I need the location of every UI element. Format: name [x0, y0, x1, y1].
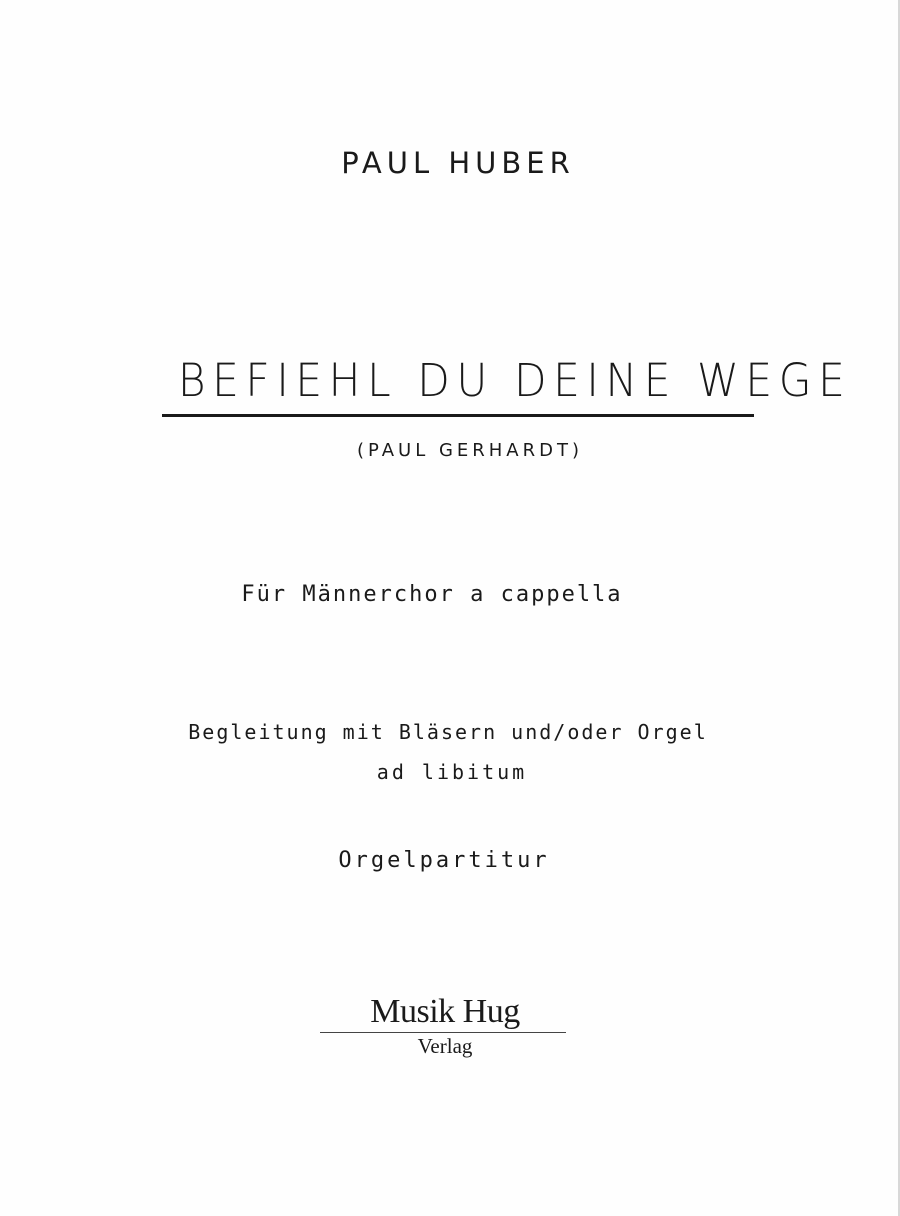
- work-title: BEFIEHL DU DEINE WEGE: [177, 354, 852, 407]
- poet-credit: (PAUL GERHARDT): [356, 440, 584, 461]
- voicing-line: Für Männerchor a cappella: [241, 582, 623, 607]
- accompaniment-line-1: Begleitung mit Bläsern und/oder Orgel: [188, 720, 708, 744]
- publisher-imprint: [320, 994, 566, 1059]
- edition-type: Orgelpartitur: [338, 848, 550, 873]
- publisher-name: Musik Hug: [370, 993, 520, 1030]
- composer-name: PAUL HUBER: [341, 146, 575, 180]
- publisher-subtitle: Verlag: [417, 1034, 473, 1058]
- title-underline: [162, 414, 754, 417]
- title-block: [160, 354, 852, 407]
- accompaniment-line-2: ad libitum: [376, 760, 528, 784]
